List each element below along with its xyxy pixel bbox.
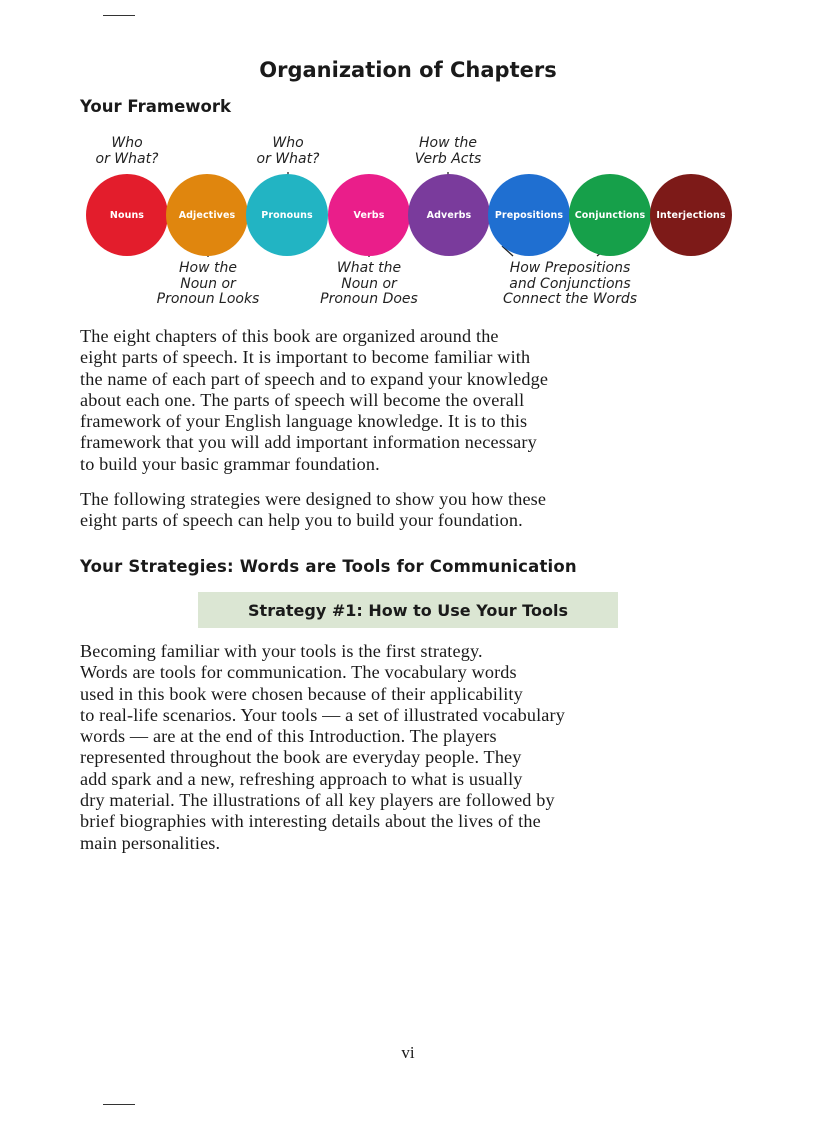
circle-prepositions: Prepositions [488,174,570,256]
caption-who-or-what-2: Who or What? [256,135,320,167]
text-line: Becoming familiar with your tools is the first strategy. [80,641,483,661]
intro-paragraph-1 [80,326,740,475]
circle-verbs: Verbs [328,174,410,256]
text-line: eight parts of speech can help you to build your foundation. [80,510,523,531]
intro-paragraph-2 [80,489,740,532]
page-title: Organization of Chapters [259,58,557,82]
circle-pronouns: Pronouns [246,174,328,256]
caption-how-verb-acts: How the Verb Acts [414,135,482,167]
circle-adverbs: Adverbs [408,174,490,256]
framework-heading: Your Framework [80,97,231,116]
crop-mark-bottom [103,1104,135,1105]
text-line: brief biographies with interesting details about the lives of the [80,811,541,832]
text-line: used in this book were chosen because of their applicability [80,683,523,704]
text-line: dry material. The illustrations of all key players are followed by [80,790,555,811]
text-line: Words are tools for communication. The vocabulary words [80,662,517,683]
caption-how-noun-looks: How the Noun or Pronoun Looks [156,260,260,307]
circle-adjectives: Adjectives [166,174,248,256]
text-line: eight parts of speech. It is important to become familiar with [80,347,531,368]
text-line: The eight chapters of this book are organized around the [80,326,499,346]
text-line: to real-life scenarios. Your tools — a set of illustrated vocabulary [80,704,565,725]
text-line: the name of each part of speech and to expand your knowledge [80,368,549,389]
crop-mark-top [103,15,135,16]
text-line: framework of your English language knowledge. It is to this [80,411,528,432]
text-line: main personalities. [80,832,221,853]
strategy-1-paragraph [80,641,740,854]
strategy-1-box [198,592,618,628]
text-line: framework that you will add important information necessary [80,432,537,453]
caption-how-prepositions-connect: How Prepositions and Conjunctions Connect the Words [502,260,638,307]
caption-who-or-what-1: Who or What? [95,135,159,167]
caption-what-noun-does: What the Noun or Pronoun Does [320,260,418,307]
parts-of-speech-diagram [80,130,740,315]
text-line: words — are at the end of this Introduction. The players [80,726,497,747]
strategy-1-title: Strategy #1: How to Use Your Tools [248,600,568,620]
text-line: to build your basic grammar foundation. [80,453,380,474]
text-line: represented throughout the book are everyday people. They [80,747,522,768]
circle-interjections: Interjections [650,174,732,256]
text-line: add spark and a new, refreshing approach to what is usually [80,768,523,789]
strategies-heading: Your Strategies: Words are Tools for Communication [80,557,577,576]
circle-nouns: Nouns [86,174,168,256]
text-line: The following strategies were designed to show you how these [80,489,547,509]
circle-conjunctions: Conjunctions [569,174,651,256]
text-line: about each one. The parts of speech will become the overall [80,389,525,410]
page-number: vi [401,1043,415,1062]
